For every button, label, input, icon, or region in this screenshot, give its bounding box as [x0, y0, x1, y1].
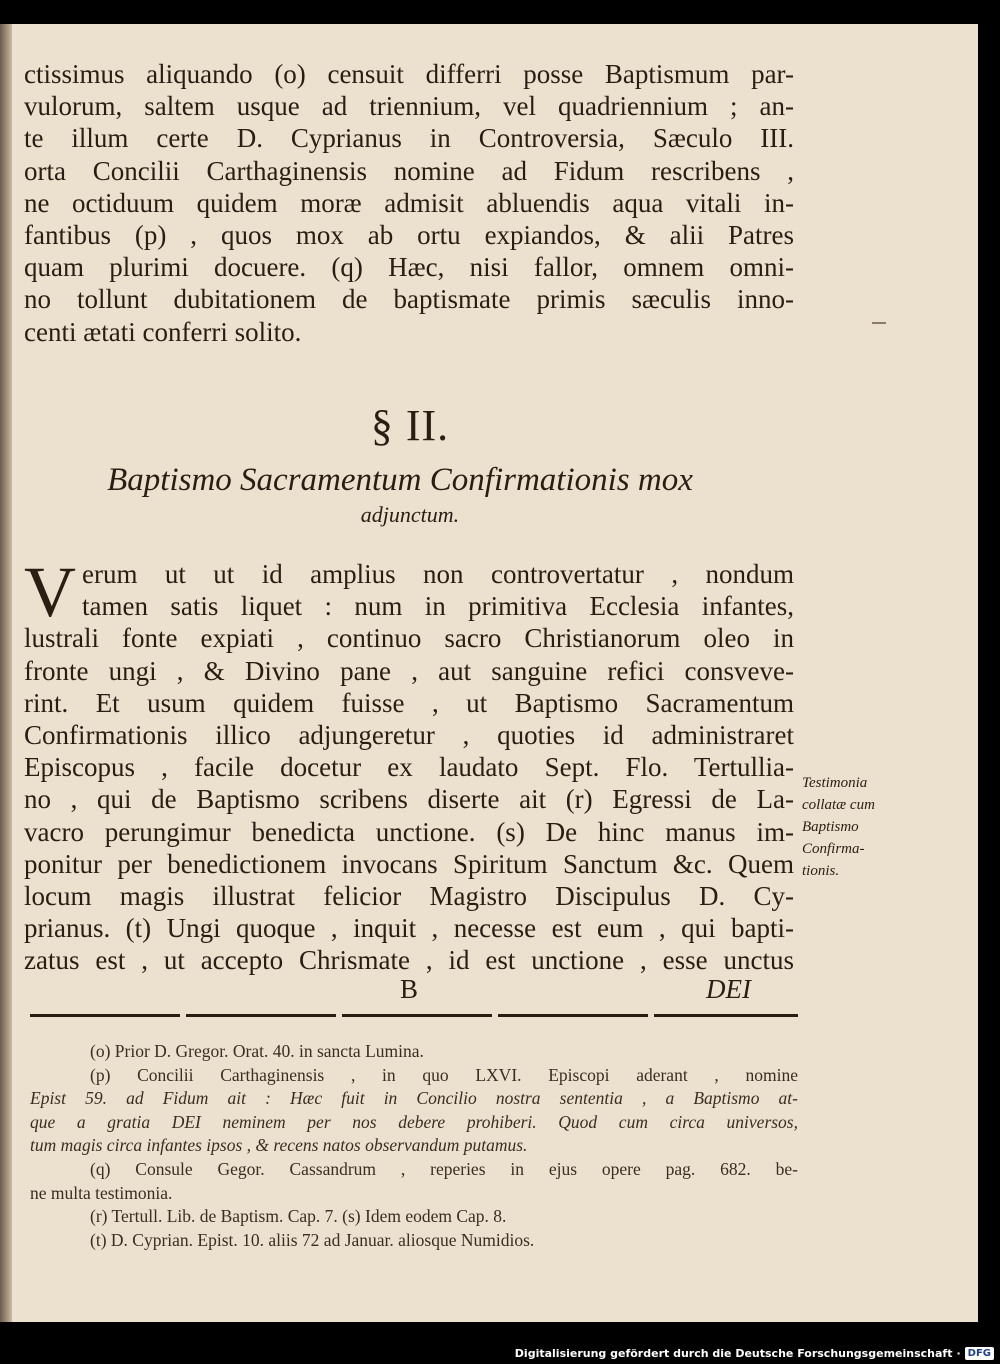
- paragraph-1-line: ctissimus aliquando (o) censuit differri posse Baptismum par-: [24, 59, 794, 89]
- paragraph-2-line: erum ut ut id amplius non controvertatur , nondum: [82, 559, 794, 589]
- margin-note-line: collatæ cum: [802, 797, 875, 813]
- paragraph-1-line: vulorum, saltem usque ad triennium, vel quadriennium ; an-: [24, 91, 794, 122]
- paragraph-2-line: no , qui de Baptismo scribens diserte ait (r) Egressi de La-: [24, 784, 794, 815]
- margin-note: [802, 772, 932, 882]
- paragraph-2-line: vacro perungimur benedicta unctione. (s) De hinc manus im-: [24, 816, 794, 847]
- paragraph-2: [24, 552, 794, 977]
- paragraph-1-line: quam plurimi docuere. (q) Hæc, nisi fallor, omnem omni-: [24, 252, 794, 283]
- footnote-line: tum magis circa infantes ipsos , & recens natos observandum putamus.: [30, 1135, 528, 1156]
- paragraph-1-line: fantibus (p) , quos mox ab ortu expiandos, & alii Patres: [24, 220, 794, 251]
- paragraph-1-line: centi ætati conferri solito.: [24, 316, 302, 347]
- paragraph-2-line: lustrali fonte expiati , continuo sacro Christianorum oleo in: [24, 623, 794, 654]
- paragraph-2-line: Episcopus , facile docetur ex laudato Sept. Flo. Tertullia-: [24, 752, 794, 783]
- margin-note-line: tionis.: [802, 863, 840, 879]
- footer-text: Digitalisierung gefördert durch die Deutsche Forschungsgemeinschaft: [514, 1347, 953, 1360]
- catchword: DEI: [706, 974, 751, 1004]
- scanned-page: [0, 24, 978, 1322]
- margin-note-line: Baptismo: [802, 819, 859, 835]
- section-title: Baptismo Sacramentum Confirmationis mox: [107, 462, 693, 498]
- paragraph-1-line: orta Concilii Carthaginensis nomine ad Fidum rescribens ,: [24, 155, 794, 186]
- paragraph-2-line: Confirmationis illico adjungeretur , quoties id administraret: [24, 720, 794, 751]
- footer-separator: ·: [956, 1347, 961, 1360]
- footnote-line: que a gratia DEI neminem per nos debere prohiberi. Quod cum circa universos,: [30, 1111, 798, 1132]
- footnote-line: (o) Prior D. Gregor. Orat. 40. in sancta Lumina.: [90, 1041, 424, 1061]
- dfg-logo-icon: DFG: [965, 1347, 994, 1360]
- drop-cap: V: [24, 552, 76, 632]
- footnote-line: (q) Consule Gegor. Cassandrum , reperies in ejus opere pag. 682. be-: [90, 1158, 798, 1179]
- paragraph-1-line: no tollunt dubitationem de baptismate primis sæculis inno-: [24, 284, 794, 315]
- paragraph-2-line: rint. Et usum quidem fuisse , ut Baptismo Sacramentum: [24, 687, 794, 718]
- paragraph-1-line: te illum certe D. Cyprianus in Controversia, Sæculo III.: [24, 123, 794, 154]
- digitization-footer: [515, 1347, 994, 1360]
- margin-note-line: Confirma-: [802, 841, 865, 857]
- section-subtitle: adjunctum.: [360, 502, 460, 527]
- book-spine-shadow: [0, 24, 12, 1322]
- paragraph-2-line: zatus est , ut accepto Chrismate , id est unctione , esse unctus: [24, 945, 794, 976]
- paragraph-2-line: tamen satis liquet : num in primitiva Ecclesia infantes,: [82, 591, 794, 622]
- margin-mark: [872, 322, 886, 324]
- section-number: § II.: [370, 401, 450, 450]
- footnote-line: ne multa testimonia.: [30, 1182, 173, 1203]
- footnote-rule: [30, 1014, 798, 1017]
- margin-note-line: Testimonia: [802, 775, 868, 791]
- paragraph-2-line: ponitur per benedictionem invocans Spiritum Sanctum &c. Quem: [24, 848, 794, 879]
- footnotes: [30, 1040, 798, 1252]
- footnote-line: (p) Concilii Carthaginensis , in quo LXVI. Episcopi aderant , nomine: [90, 1064, 798, 1085]
- signature-mark: B: [400, 974, 419, 1004]
- paragraph-2-line: locum magis illustrat felicior Magistro Discipulus D. Cy-: [24, 881, 794, 912]
- paragraph-2-line: fronte ungi , & Divino pane , aut sanguine refici consveve-: [24, 655, 794, 686]
- paragraph-1-line: ne octiduum quidem moræ admisit abluendis aqua vitali in-: [24, 187, 794, 218]
- footnote-line: Epist 59. ad Fidum ait : Hæc fuit in Concilio nostra sententia , a Baptismo at-: [30, 1088, 798, 1109]
- paragraph-1: [24, 58, 794, 348]
- footnote-line: (t) D. Cyprian. Epist. 10. aliis 72 ad Januar. aliosque Numidios.: [90, 1229, 535, 1250]
- catchword-line: [24, 974, 794, 1008]
- paragraph-2-lines: [24, 552, 794, 977]
- paragraph-2-line: prianus. (t) Ungi quoque , inquit , necesse est eum , qui bapti-: [24, 913, 794, 944]
- footnote-line: (r) Tertull. Lib. de Baptism. Cap. 7. (s) Idem eodem Cap. 8.: [90, 1206, 507, 1227]
